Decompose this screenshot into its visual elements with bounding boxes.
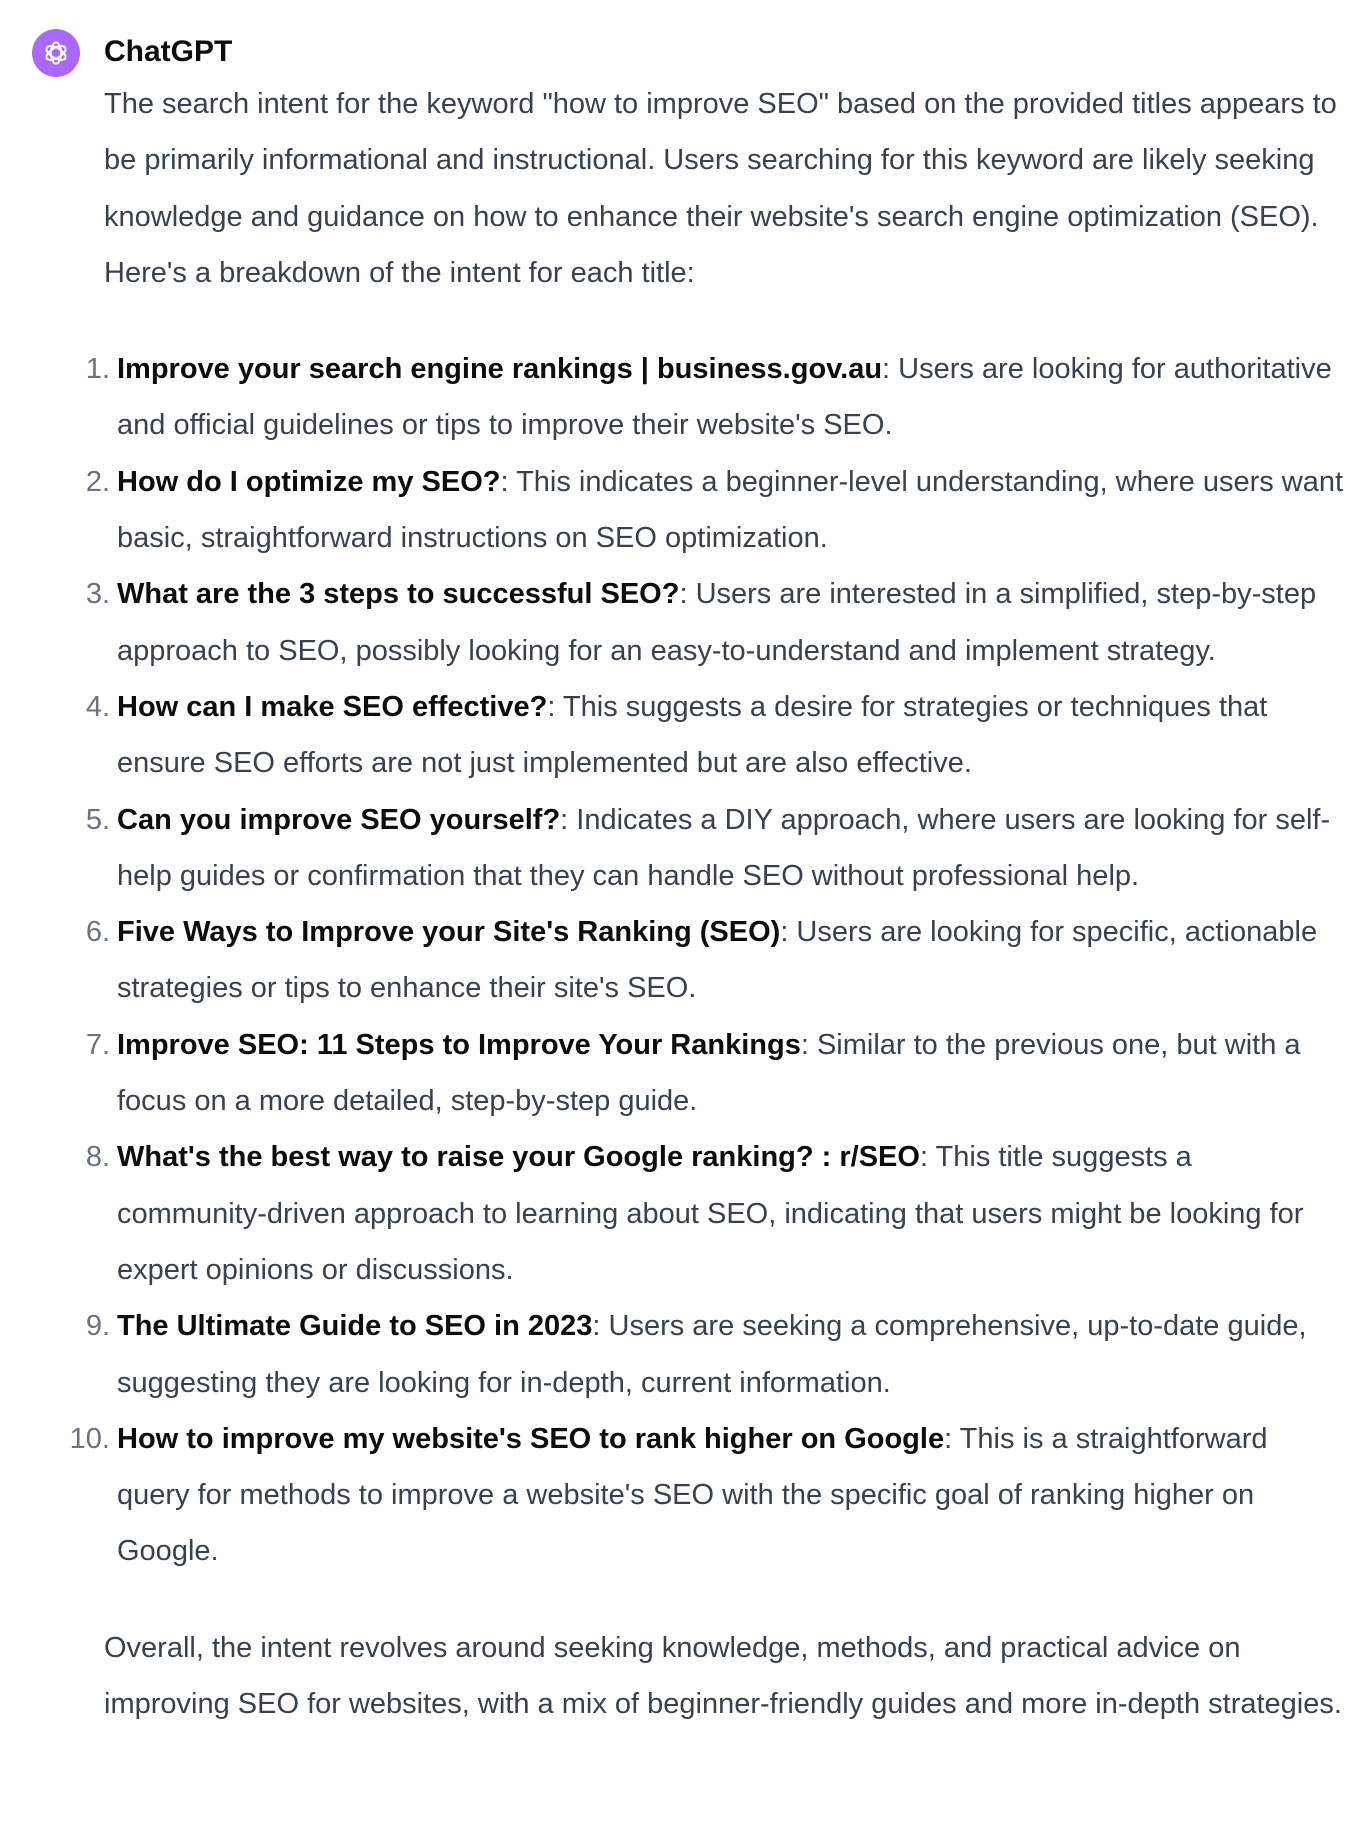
- conclusion-paragraph: Overall, the intent revolves around seeking knowledge, methods, and practical advice on improving SEO for websites, with a mix of beginner-friendly guides and more in-depth strategies.: [104, 1631, 1342, 1721]
- item-title: Improve SEO: 11 Steps to Improve Your Rankings: [117, 1028, 801, 1061]
- item-description: : This indicates a beginner-level understanding, where users want basic, straightforward instructions on SEO optimization.: [117, 465, 1344, 555]
- list-number: 4.: [85, 690, 110, 723]
- item-description: : Similar to the previous one, but with a focus on a more detailed, step-by-step guide.: [117, 1028, 1301, 1118]
- list-number: 10.: [69, 1422, 110, 1455]
- item-title: Five Ways to Improve your Site's Ranking (SEO): [117, 916, 781, 949]
- list-number: 2.: [85, 465, 110, 498]
- list-item: [85, 792, 1344, 905]
- item-description: : Users are looking for specific, actionable strategies or tips to enhance their site's SEO.: [117, 916, 1318, 1005]
- item-description: : This title suggests a community-driven approach to learning about SEO, indicating that users might be looking for expert opinions or discussions.: [117, 1141, 1304, 1286]
- item-description: : Users are looking for authoritative and official guidelines or tips to improve their website's SEO.: [117, 353, 1332, 442]
- message-author: ChatGPT: [104, 35, 233, 68]
- list-item: [85, 454, 1344, 567]
- title-intent-list: [69, 341, 1344, 1580]
- item-description: : Users are interested in a simplified, step-by-step approach to SEO, possibly looking for an easy-to-understand and implement strategy.: [117, 578, 1317, 667]
- item-title: How to improve my website's SEO to rank higher on Google: [117, 1422, 945, 1455]
- item-description: : Indicates a DIY approach, where users are looking for self-help guides or confirmation that they can handle SEO without professional help.: [117, 803, 1331, 892]
- list-number: 8.: [85, 1141, 110, 1174]
- list-number: 1.: [85, 353, 110, 386]
- list-number: 3.: [85, 578, 110, 611]
- message-content: [69, 76, 1344, 1732]
- list-item: [85, 566, 1344, 679]
- list-number: 7.: [85, 1028, 110, 1061]
- list-item: [85, 1298, 1344, 1411]
- list-item: [85, 1017, 1344, 1130]
- list-number: 5.: [85, 803, 110, 836]
- item-title: How can I make SEO effective?: [117, 690, 548, 723]
- openai-logo-icon: [41, 38, 71, 68]
- item-description: : This is a straightforward query for methods to improve a website's SEO with the specific goal of ranking higher on Google.: [117, 1422, 1268, 1568]
- chatgpt-avatar: [32, 29, 80, 77]
- list-item: [69, 1411, 1344, 1580]
- list-number: 6.: [85, 916, 110, 949]
- list-item: [85, 341, 1344, 454]
- item-title: Improve your search engine rankings | business.gov.au: [117, 353, 883, 386]
- item-title: What are the 3 steps to successful SEO?: [117, 578, 680, 611]
- intro-paragraph: The search intent for the keyword "how to improve SEO" based on the provided titles appears to be primarily informational and instructional. Users searching for this keyword are likely seeking knowledge and guidance on how to enhance their website's search engine optimization (SEO). Here's a breakdown of the intent for each title:: [104, 88, 1337, 289]
- item-title: How do I optimize my SEO?: [117, 465, 501, 498]
- item-description: : Users are seeking a comprehensive, up-to-date guide, suggesting they are looking for in-depth, current information.: [117, 1310, 1307, 1399]
- list-item: [85, 904, 1344, 1017]
- item-title: What's the best way to raise your Google ranking? : r/SEO: [117, 1141, 920, 1174]
- list-number: 9.: [85, 1310, 110, 1343]
- list-item: [85, 679, 1344, 792]
- item-title: Can you improve SEO yourself?: [117, 803, 561, 836]
- item-title: The Ultimate Guide to SEO in 2023: [117, 1310, 593, 1343]
- list-item: [85, 1129, 1344, 1298]
- item-description: : This suggests a desire for strategies or techniques that ensure SEO efforts are not just implemented but are also effective.: [117, 690, 1268, 780]
